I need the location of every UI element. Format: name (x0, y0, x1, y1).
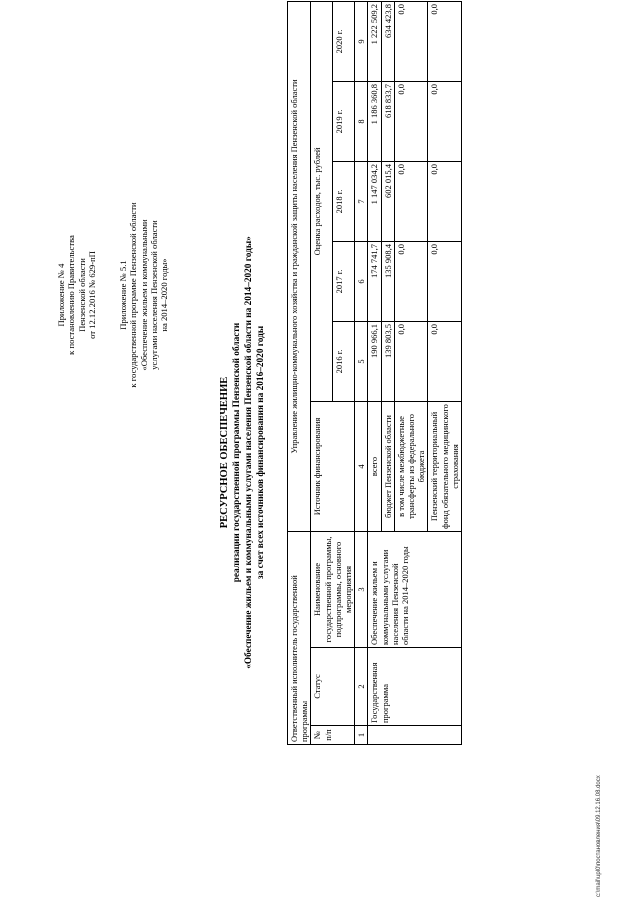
row-number-cell (368, 726, 462, 745)
appendix-line: услугами населения Пензенской области (148, 220, 159, 370)
value-cell: 602 015,4 (381, 161, 394, 241)
source-cell: Пензенский территориальный фонд обязательного медицинского страхования (428, 401, 462, 531)
value-cell: 1 222 509,2 (368, 1, 381, 81)
column-number: 3 (355, 531, 368, 647)
document-subtitle: «Обеспечение жильем и коммунальными услугами населения Пензенской области на 2014–2020 годы» (244, 236, 254, 669)
year-header: 2016 г. (333, 321, 355, 401)
value-cell: 0,0 (428, 1, 462, 81)
year-header: 2020 г. (333, 1, 355, 81)
header-row (311, 1, 333, 744)
appendix-line: «Обеспечение жильем и коммунальными (138, 219, 149, 371)
appendix-title: Приложение № 4 (56, 263, 66, 327)
document-subtitle: за счет всех источников финансирования на 2016–2020 годы (256, 325, 266, 580)
value-cell: 174 741,7 (368, 241, 381, 321)
source-cell: всего (368, 401, 381, 531)
value-cell: 0,0 (428, 81, 462, 161)
program-name-cell: Обеспечение жильем и коммунальными услугами населения Пензенской области на 2014–2020 годы (368, 531, 462, 647)
year-header: 2017 г. (333, 241, 355, 321)
appendix-line: на 2014–2020 годы» (159, 258, 170, 332)
column-number: 9 (355, 1, 368, 81)
value-cell: 1 186 360,8 (368, 81, 381, 161)
file-path-footer: c:\mail\upl0\постановления\09.12.16.08.docx (596, 775, 602, 897)
status-cell: Государственная программа (368, 648, 462, 726)
value-cell: 135 908,4 (381, 241, 394, 321)
appendix-4-header (56, 150, 97, 440)
table-row (368, 1, 381, 744)
document-subtitle: реализации государственной программы Пензенской области (232, 322, 242, 583)
value-cell: 139 803,5 (381, 321, 394, 401)
executor-label: Ответственный исполнитель государственной программы (288, 531, 311, 744)
column-header-estimate: Оценка расходов, тыс. рублей (311, 1, 333, 401)
appendix-5-1-header (118, 150, 169, 440)
column-number: 5 (355, 321, 368, 401)
appendix-line: к постановлению Правительства (66, 235, 77, 355)
value-cell: 0,0 (394, 161, 428, 241)
value-cell: 1 147 034,2 (368, 161, 381, 241)
column-header-name: Наименование государственной программы, подпрограммы, основного мероприятия (311, 531, 355, 647)
value-cell: 0,0 (428, 321, 462, 401)
column-number: 2 (355, 648, 368, 726)
value-cell: 618 833,7 (381, 81, 394, 161)
appendix-line: Пензенской области (76, 258, 87, 332)
year-header: 2018 г. (333, 161, 355, 241)
value-cell: 0,0 (428, 161, 462, 241)
column-number: 7 (355, 161, 368, 241)
resource-table (287, 1, 462, 745)
executor-row (288, 1, 311, 744)
executor-value: Управление жилищно-коммунального хозяйства и гражданской защиты населения Пензенской области (288, 1, 311, 531)
column-number: 4 (355, 401, 368, 531)
value-cell: 0,0 (394, 241, 428, 321)
column-header-status: Статус (311, 648, 355, 726)
value-cell: 634 423,8 (381, 1, 394, 81)
source-cell: в том числе межбюджетные трансферты из федерального бюджета (394, 401, 428, 531)
column-header-source: Источник финансирования (311, 401, 355, 531)
source-cell: бюджет Пензенской области (381, 401, 394, 531)
value-cell: 190 966,1 (368, 321, 381, 401)
appendix-line: от 12.12.2016 № 629-пП (86, 251, 97, 339)
appendix-title: Приложение № 5.1 (118, 260, 128, 330)
year-header: 2019 г. (333, 81, 355, 161)
column-numbers-row (355, 1, 368, 744)
value-cell: 0,0 (394, 1, 428, 81)
document-title: РЕСУРСНОЕ ОБЕСПЕЧЕНИЕ (219, 376, 230, 529)
column-number: 1 (355, 726, 368, 745)
value-cell: 0,0 (394, 81, 428, 161)
appendix-line: к государственной программе Пензенской области (128, 202, 139, 388)
value-cell: 0,0 (394, 321, 428, 401)
document-titles (218, 0, 267, 905)
value-cell: 0,0 (428, 241, 462, 321)
column-number: 6 (355, 241, 368, 321)
column-header-number: № п/п (311, 726, 355, 745)
column-number: 8 (355, 81, 368, 161)
